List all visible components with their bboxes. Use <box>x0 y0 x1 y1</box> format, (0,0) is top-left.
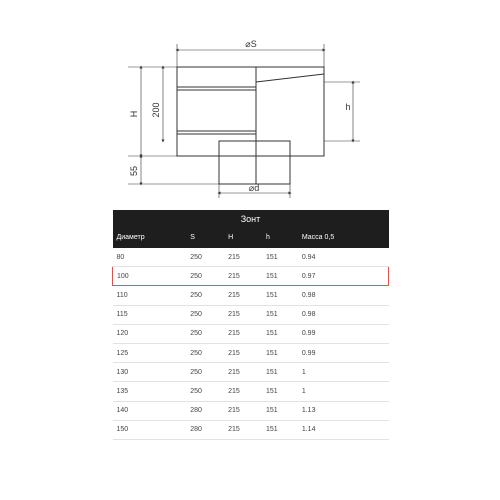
table-cell: 215 <box>224 420 262 439</box>
table-cell: 0.98 <box>298 286 389 305</box>
table-cell: 215 <box>224 305 262 324</box>
table-cell: 100 <box>113 267 187 286</box>
table-row <box>113 248 389 267</box>
table-row <box>113 420 389 439</box>
table-cell: 151 <box>262 267 298 286</box>
dim-label-H: H <box>129 110 139 118</box>
table-row <box>113 363 389 382</box>
table-title-row <box>113 210 389 227</box>
dim-label-S: ⌀S <box>245 39 257 49</box>
header-s: S <box>186 227 224 248</box>
table-cell: 110 <box>113 286 187 305</box>
table-cell: 115 <box>113 305 187 324</box>
table-header-row <box>113 227 389 248</box>
header-h: h <box>262 227 298 248</box>
table-cell: 151 <box>262 305 298 324</box>
table-row <box>113 267 389 286</box>
table-cell: 215 <box>224 401 262 420</box>
header-mass: Масса 0,5 <box>298 227 389 248</box>
table-cell: 215 <box>224 363 262 382</box>
table-cell: 151 <box>262 401 298 420</box>
table-cell: 215 <box>224 248 262 267</box>
table-cell: 0.97 <box>298 267 389 286</box>
dim-label-d: ⌀d <box>248 183 260 193</box>
table-cell: 1 <box>298 363 389 382</box>
table-cell: 140 <box>113 401 187 420</box>
table-cell: 151 <box>262 248 298 267</box>
dim-label-200: 200 <box>151 102 161 118</box>
table-cell: 151 <box>262 343 298 362</box>
table-cell: 215 <box>224 267 262 286</box>
table-cell: 250 <box>186 305 224 324</box>
table-cell: 1.13 <box>298 401 389 420</box>
table-row <box>113 286 389 305</box>
dim-label-h: h <box>345 102 351 112</box>
table-cell: 125 <box>113 343 187 362</box>
table-row <box>113 324 389 343</box>
table-cell: 150 <box>113 420 187 439</box>
table-row <box>113 305 389 324</box>
table-row <box>113 382 389 401</box>
table-cell: 215 <box>224 343 262 362</box>
table-row <box>113 401 389 420</box>
table-cell: 250 <box>186 248 224 267</box>
table-cell: 130 <box>113 363 187 382</box>
table-title: Зонт <box>113 210 389 227</box>
table-cell: 0.99 <box>298 343 389 362</box>
table-cell: 250 <box>186 363 224 382</box>
cap-body <box>177 67 324 156</box>
table-cell: 151 <box>262 382 298 401</box>
table-cell: 0.99 <box>298 324 389 343</box>
table-cell: 151 <box>262 420 298 439</box>
table-cell: 1.14 <box>298 420 389 439</box>
table-cell: 1 <box>298 382 389 401</box>
table-cell: 215 <box>224 286 262 305</box>
table-cell: 135 <box>113 382 187 401</box>
table-cell: 0.94 <box>298 248 389 267</box>
dim-label-55: 55 <box>129 165 139 177</box>
table-cell: 120 <box>113 324 187 343</box>
table-cell: 215 <box>224 382 262 401</box>
table-cell: 250 <box>186 343 224 362</box>
table-cell: 151 <box>262 286 298 305</box>
table-cell: 280 <box>186 401 224 420</box>
header-diameter: Диаметр <box>113 227 187 248</box>
table-row <box>113 343 389 362</box>
table-cell: 250 <box>186 382 224 401</box>
table-cell: 250 <box>186 267 224 286</box>
table-cell: 0.98 <box>298 305 389 324</box>
table-cell: 250 <box>186 324 224 343</box>
table-cell: 80 <box>113 248 187 267</box>
table-cell: 151 <box>262 363 298 382</box>
table-cell: 250 <box>186 286 224 305</box>
technical-drawing <box>0 0 500 200</box>
table-cell: 280 <box>186 420 224 439</box>
spec-table <box>112 210 389 440</box>
table-cell: 215 <box>224 324 262 343</box>
cap-top-slope <box>256 74 324 82</box>
table-cell: 151 <box>262 324 298 343</box>
header-h-total: H <box>224 227 262 248</box>
pipe <box>219 141 290 184</box>
